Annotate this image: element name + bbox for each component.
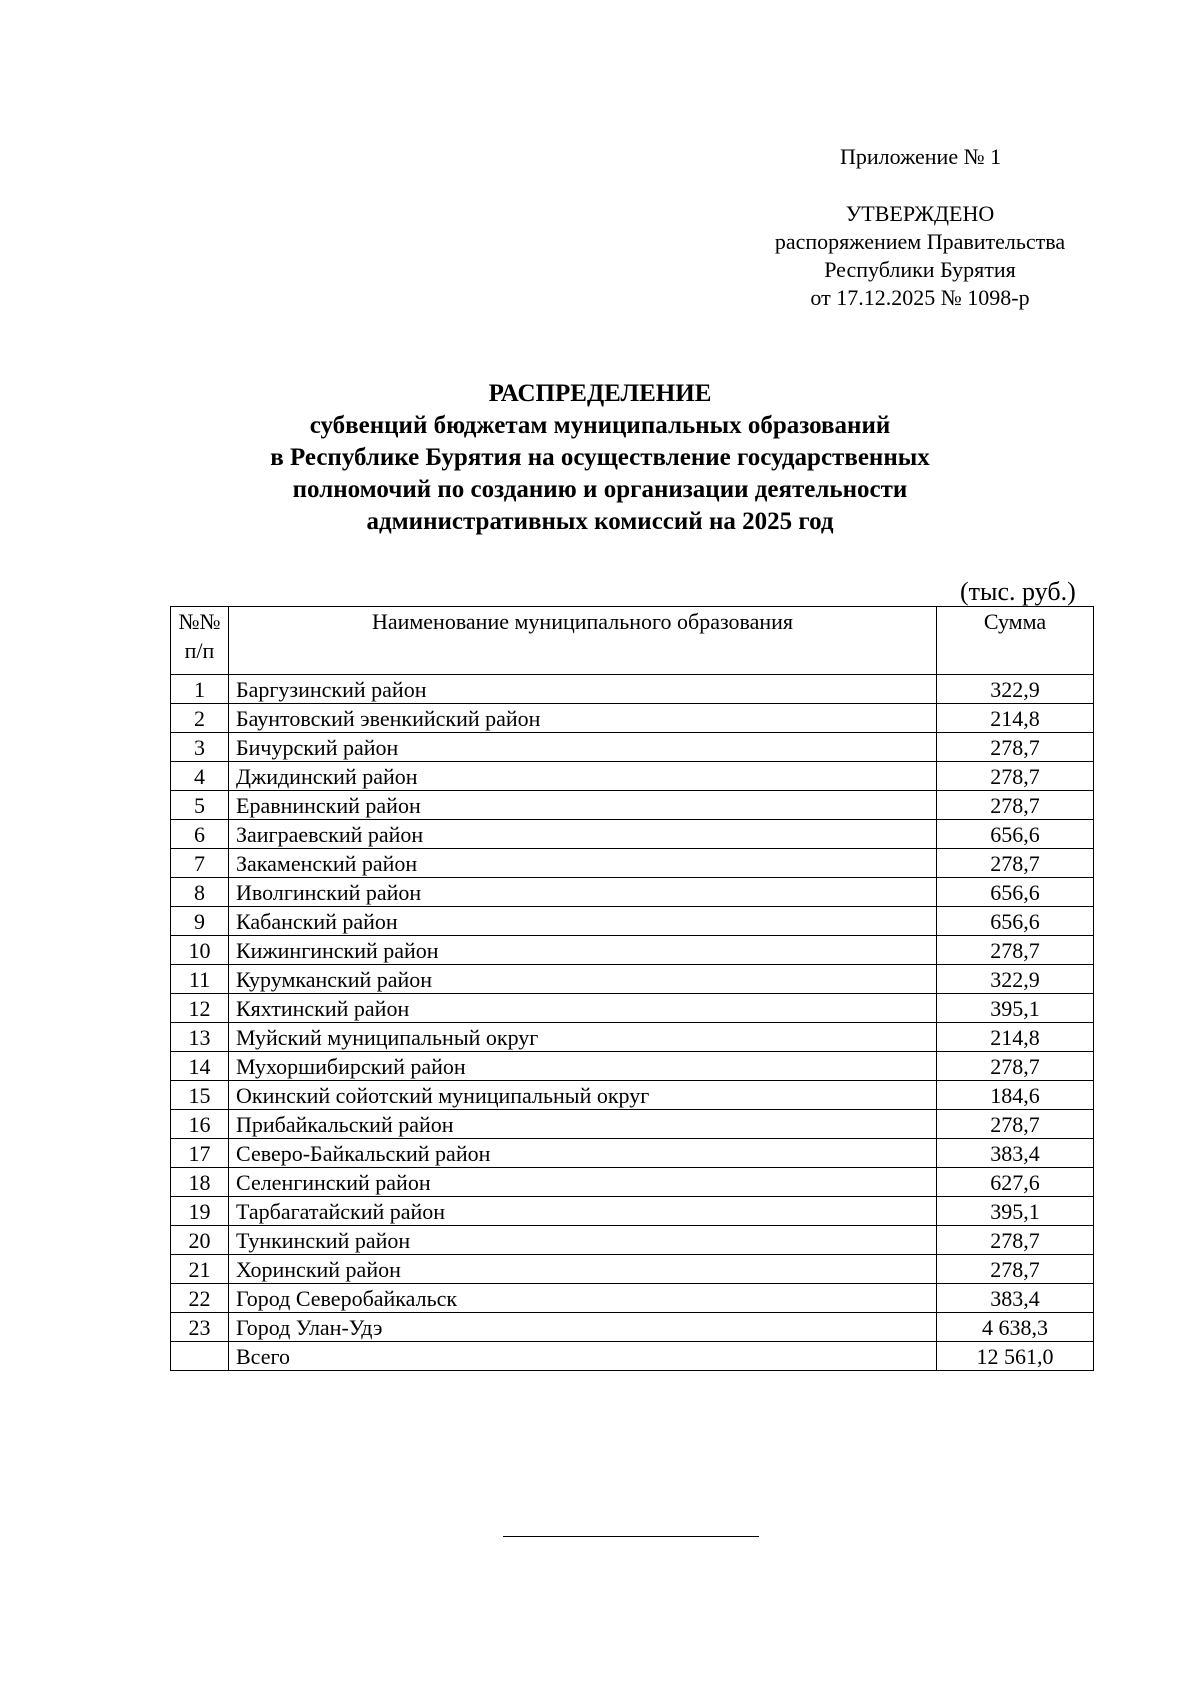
row-sum: 656,6 (937, 878, 1094, 907)
table-row (171, 762, 1094, 791)
row-name: Город Северобайкальск (229, 1284, 937, 1313)
table-row (171, 1226, 1094, 1255)
row-number: 4 (171, 762, 229, 791)
table-row (171, 704, 1094, 733)
row-number: 21 (171, 1255, 229, 1284)
row-number: 6 (171, 820, 229, 849)
header-sum: Сумма (937, 607, 1094, 675)
row-sum: 278,7 (937, 1110, 1094, 1139)
row-name: Хоринский район (229, 1255, 937, 1284)
row-name: Селенгинский район (229, 1168, 937, 1197)
row-sum: 278,7 (937, 1052, 1094, 1081)
row-sum: 278,7 (937, 1226, 1094, 1255)
row-name: Баунтовский эвенкийский район (229, 704, 937, 733)
table-row (171, 878, 1094, 907)
row-name: Кяхтинский район (229, 994, 937, 1023)
row-name: Город Улан-Удэ (229, 1313, 937, 1342)
row-name: Иволгинский район (229, 878, 937, 907)
row-number: 13 (171, 1023, 229, 1052)
title-line-1: РАСПРЕДЕЛЕНИЕ (488, 380, 712, 407)
table-row (171, 733, 1094, 762)
row-name: Муйский муниципальный округ (229, 1023, 937, 1052)
row-name: Еравнинский район (229, 791, 937, 820)
title-line-4: полномочий по созданию и организации деятельности (292, 476, 908, 503)
row-sum: 278,7 (937, 849, 1094, 878)
table-header-row (171, 607, 1094, 675)
row-number: 20 (171, 1226, 229, 1255)
row-name: Курумканский район (229, 965, 937, 994)
table-row (171, 936, 1094, 965)
total-sum: 12 561,0 (937, 1342, 1094, 1371)
row-name: Кабанский район (229, 907, 937, 936)
table-total-row (171, 1342, 1094, 1371)
approval-stamp: УТВЕРЖДЕНО (845, 201, 995, 226)
table-row (171, 1197, 1094, 1226)
table-row (171, 1284, 1094, 1313)
row-name: Тункинский район (229, 1226, 937, 1255)
approval-date-number: от 17.12.2025 № 1098-р (810, 285, 1030, 310)
row-number: 8 (171, 878, 229, 907)
row-name: Тарбагатайский район (229, 1197, 937, 1226)
document-title (150, 378, 1050, 538)
table-row (171, 907, 1094, 936)
row-sum: 656,6 (937, 820, 1094, 849)
row-sum: 395,1 (937, 994, 1094, 1023)
bottom-divider (503, 1536, 759, 1537)
row-sum: 322,9 (937, 965, 1094, 994)
row-number: 18 (171, 1168, 229, 1197)
row-sum: 278,7 (937, 936, 1094, 965)
row-number: 14 (171, 1052, 229, 1081)
table-row (171, 1052, 1094, 1081)
table-row (171, 820, 1094, 849)
row-name: Кижингинский район (229, 936, 937, 965)
table-row (171, 1110, 1094, 1139)
row-name: Джидинский район (229, 762, 937, 791)
table-row (171, 675, 1094, 704)
row-sum: 278,7 (937, 762, 1094, 791)
row-name: Бичурский район (229, 733, 937, 762)
table-row (171, 1139, 1094, 1168)
table-row (171, 1255, 1094, 1284)
appendix-label: Приложение № 1 (840, 144, 1002, 169)
title-line-3: в Республике Бурятия на осуществление государственных (270, 444, 930, 471)
row-sum: 184,6 (937, 1081, 1094, 1110)
approval-block (740, 200, 1100, 312)
row-sum: 278,7 (937, 733, 1094, 762)
row-name: Баргузинский район (229, 675, 937, 704)
row-number: 11 (171, 965, 229, 994)
row-sum: 656,6 (937, 907, 1094, 936)
row-sum: 627,6 (937, 1168, 1094, 1197)
table-row (171, 1168, 1094, 1197)
table-row (171, 791, 1094, 820)
table-row (171, 994, 1094, 1023)
header-name: Наименование муниципального образования (229, 607, 937, 675)
header-number-line-2: п/п (184, 638, 215, 663)
table-body (171, 675, 1094, 1371)
table-row (171, 1023, 1094, 1052)
row-sum: 214,8 (937, 1023, 1094, 1052)
row-number: 16 (171, 1110, 229, 1139)
row-sum: 395,1 (937, 1197, 1094, 1226)
row-number: 5 (171, 791, 229, 820)
row-number: 2 (171, 704, 229, 733)
row-sum: 383,4 (937, 1139, 1094, 1168)
row-sum: 278,7 (937, 791, 1094, 820)
row-name: Заиграевский район (229, 820, 937, 849)
total-label: Всего (229, 1342, 937, 1371)
header-number-line-1: №№ (178, 609, 221, 634)
row-sum: 214,8 (937, 704, 1094, 733)
row-name: Прибайкальский район (229, 1110, 937, 1139)
row-number: 17 (171, 1139, 229, 1168)
row-number: 9 (171, 907, 229, 936)
table-row (171, 1313, 1094, 1342)
row-number: 19 (171, 1197, 229, 1226)
row-sum: 278,7 (937, 1255, 1094, 1284)
title-line-2: субвенций бюджетам муниципальных образований (309, 412, 891, 439)
header-number (171, 607, 229, 675)
row-number: 12 (171, 994, 229, 1023)
table-row (171, 849, 1094, 878)
row-name: Окинский сойотский муниципальный округ (229, 1081, 937, 1110)
total-number (171, 1342, 229, 1371)
table-row (171, 965, 1094, 994)
row-number: 3 (171, 733, 229, 762)
row-name: Северо-Байкальский район (229, 1139, 937, 1168)
row-name: Закаменский район (229, 849, 937, 878)
distribution-table (170, 606, 1094, 1371)
row-number: 22 (171, 1284, 229, 1313)
approval-region: Республики Бурятия (824, 257, 1016, 282)
row-number: 7 (171, 849, 229, 878)
row-sum: 383,4 (937, 1284, 1094, 1313)
row-sum: 4 638,3 (937, 1313, 1094, 1342)
units-label: (тыс. руб.) (960, 577, 1076, 606)
table-row (171, 1081, 1094, 1110)
approval-authority: распоряжением Правительства (774, 229, 1066, 254)
title-line-5: административных комиссий на 2025 год (366, 508, 834, 535)
row-number: 1 (171, 675, 229, 704)
row-name: Мухоршибирский район (229, 1052, 937, 1081)
row-number: 23 (171, 1313, 229, 1342)
row-number: 15 (171, 1081, 229, 1110)
row-number: 10 (171, 936, 229, 965)
row-sum: 322,9 (937, 675, 1094, 704)
